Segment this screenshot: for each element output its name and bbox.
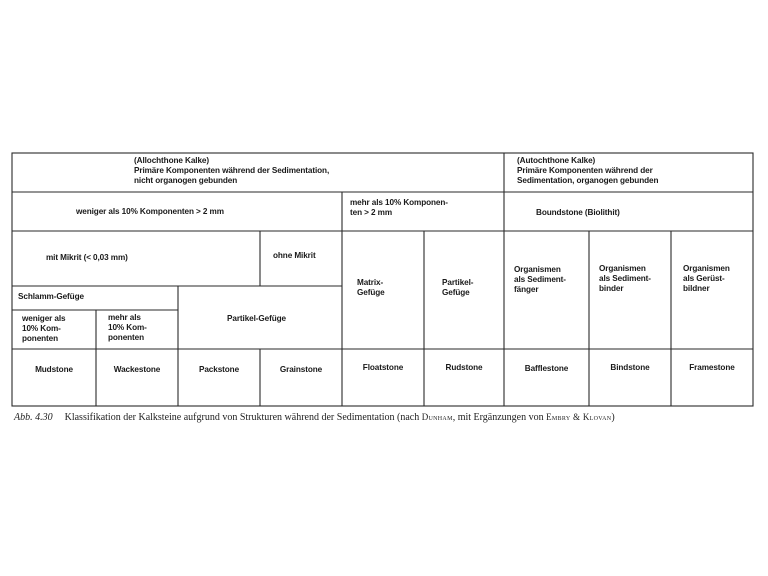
caption-middle: , mit Ergänzungen von bbox=[452, 412, 544, 423]
header-allochthon-line2: Primäre Komponenten während der Sedimentation, bbox=[134, 166, 330, 175]
figure-number: Abb. 4.30 bbox=[14, 412, 53, 423]
mehr-10k-line3: ponenten bbox=[108, 333, 145, 342]
mehr-10k-line2: 10% Kom- bbox=[108, 323, 147, 332]
weniger-10k-line2: 10% Kom- bbox=[22, 324, 61, 333]
organismen-sedimentfaenger bbox=[514, 265, 566, 295]
mehr-10-komponenten bbox=[350, 198, 448, 218]
partikel-gefuege-v-line2: Gefüge bbox=[442, 288, 470, 297]
name-framestone: Framestone bbox=[689, 363, 735, 372]
matrix-gefuege-line1: Matrix- bbox=[357, 278, 384, 287]
matrix-gefuege-line2: Gefüge bbox=[357, 288, 385, 297]
figure-caption bbox=[14, 412, 615, 423]
org-geruest-line1: Organismen bbox=[683, 264, 730, 273]
org-binder-line3: binder bbox=[599, 284, 624, 293]
organismen-sedimentbinder bbox=[599, 264, 651, 294]
schlamm-gefuege: Schlamm-Gefüge bbox=[18, 292, 84, 301]
caption-text: Klassifikation der Kalksteine aufgrund von Strukturen während der Sedimentation (nach bbox=[64, 412, 420, 423]
weniger-10k-line1: weniger als bbox=[22, 314, 66, 323]
header-autochthon-line1: (Autochthone Kalke) bbox=[517, 156, 596, 165]
partikel-gefuege-horizontal: Partikel-Gefüge bbox=[227, 314, 287, 323]
org-faenger-line2: als Sediment- bbox=[514, 275, 566, 284]
org-faenger-line1: Organismen bbox=[514, 265, 561, 274]
mehr-10k-line1: mehr als bbox=[108, 313, 141, 322]
header-autochthon-line3: Sedimentation, organogen gebunden bbox=[517, 176, 659, 185]
org-geruest-line2: als Gerüst- bbox=[683, 274, 725, 283]
org-binder-line1: Organismen bbox=[599, 264, 646, 273]
name-bafflestone: Bafflestone bbox=[524, 364, 569, 373]
name-bindstone: Bindstone bbox=[610, 363, 650, 372]
caption-author-embry-klovan: Embry & Klovan bbox=[546, 412, 612, 422]
mehr-10-line2: ten > 2 mm bbox=[350, 208, 393, 217]
org-faenger-line3: fänger bbox=[514, 285, 539, 294]
partikel-gefuege-vertical bbox=[442, 278, 473, 298]
header-allochthon-line3: nicht organogen gebunden bbox=[134, 176, 238, 185]
name-packstone: Packstone bbox=[198, 365, 240, 374]
name-grainstone: Grainstone bbox=[279, 365, 323, 374]
org-geruest-line3: bildner bbox=[683, 284, 710, 293]
org-binder-line2: als Sediment- bbox=[599, 274, 651, 283]
header-allochthon-line1: (Allochthone Kalke) bbox=[134, 156, 209, 165]
caption-end: ) bbox=[611, 412, 615, 423]
mehr-10-line1: mehr als 10% Komponen- bbox=[350, 198, 448, 207]
caption-author-dunham: Dunham bbox=[421, 412, 453, 422]
mit-mikrit: mit Mikrit (< 0,03 mm) bbox=[46, 253, 128, 262]
partikel-gefuege-v-line1: Partikel- bbox=[442, 278, 474, 287]
boundstone-label: Boundstone (Biolithit) bbox=[536, 208, 620, 217]
name-mudstone: Mudstone bbox=[35, 365, 73, 374]
name-rudstone: Rudstone bbox=[445, 363, 483, 372]
header-autochthon-line2: Primäre Komponenten während der bbox=[517, 166, 653, 175]
name-wackestone: Wackestone bbox=[113, 365, 161, 374]
mehr-10-kom-ponenten bbox=[108, 313, 147, 343]
weniger-10k-line3: ponenten bbox=[22, 334, 59, 343]
weniger-10-komponenten: weniger als 10% Komponenten > 2 mm bbox=[76, 207, 224, 216]
matrix-gefuege bbox=[357, 278, 385, 298]
name-floatstone: Floatstone bbox=[362, 363, 404, 372]
header-autochthon bbox=[517, 156, 658, 186]
organismen-geruestbildner bbox=[683, 264, 730, 294]
header-allochthon bbox=[134, 156, 329, 186]
weniger-10-kom-ponenten bbox=[22, 314, 66, 344]
ohne-mikrit: ohne Mikrit bbox=[273, 251, 316, 260]
